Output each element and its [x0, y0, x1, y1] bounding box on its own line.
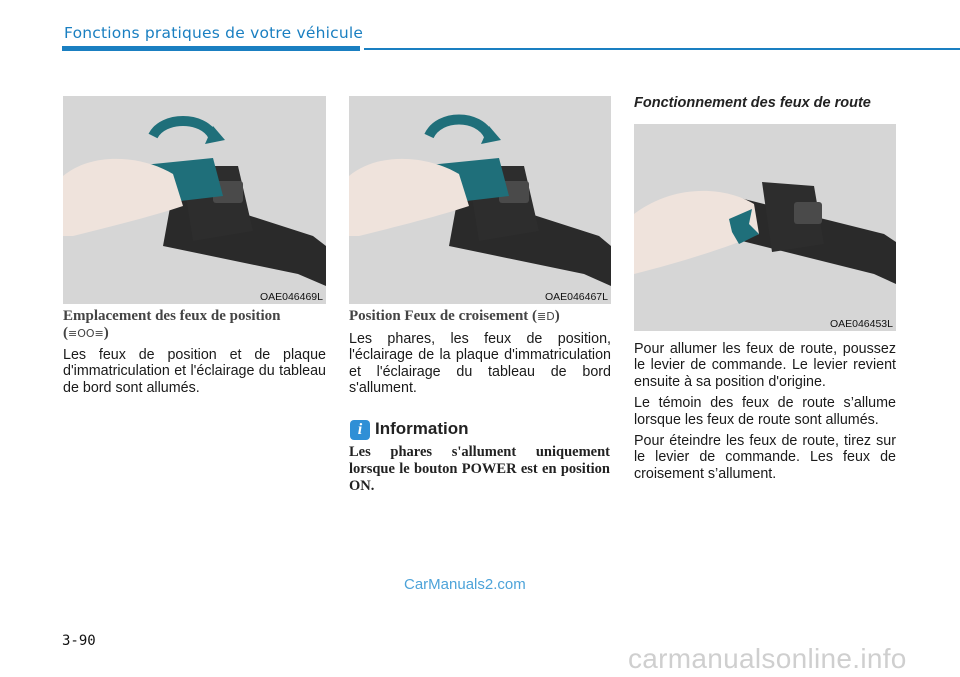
- info-icon: i: [350, 420, 370, 440]
- figure-code: OAE046469L: [259, 291, 323, 303]
- info-text: Les phares s'allument uniquement lorsque le bouton POWER est en position ON.: [349, 444, 610, 494]
- header-rule-thin: [364, 48, 960, 50]
- paragraph: Pour allumer les feux de route, poussez le levier de commande. Le levier revient ensuite à sa position d'origine.: [634, 341, 896, 390]
- watermark-text: carmanualsonline.info: [628, 643, 907, 674]
- high-beam-body: [634, 341, 896, 487]
- header-rule-thick: [62, 46, 360, 51]
- paragraph: Le témoin des feux de route s’allume lorsque les feux de route sont allumés.: [634, 395, 896, 428]
- stalk-illustration: [634, 124, 896, 331]
- low-beam-body: Les phares, les feux de position, l'éclairage de la plaque d'immatriculation et l'éclairage du tableau de bord s'allument.: [349, 331, 611, 397]
- figure-parking-lights: [63, 96, 326, 304]
- figure-low-beam: [349, 96, 611, 304]
- paragraph: Pour éteindre les feux de route, tirez sur le levier de commande. Les feux de croisement s’allument.: [634, 433, 896, 482]
- low-beam-icon: ≣D: [537, 310, 555, 323]
- figure-code: OAE046453L: [829, 318, 893, 330]
- low-beam-heading: Position Feux de croisement (≣D): [349, 308, 560, 324]
- figure-code: OAE046467L: [544, 291, 608, 303]
- stalk-illustration: [349, 96, 611, 304]
- watermark-link[interactable]: CarManuals2.com: [404, 576, 526, 593]
- info-title: Information: [375, 419, 469, 438]
- parking-light-icon: ≡OO≡: [68, 327, 104, 340]
- parking-lights-heading: Emplacement des feux de position (≡OO≡): [63, 308, 281, 341]
- high-beam-section-title: Fonctionnement des feux de route: [634, 95, 871, 111]
- parking-lights-body: Les feux de position et de plaque d'immatriculation et l'éclairage du tableau de bord sont allumés.: [63, 347, 326, 396]
- page-number: 3-90: [62, 633, 96, 649]
- section-header-title: Fonctions pratiques de votre véhicule: [64, 24, 364, 42]
- figure-high-beam: [634, 124, 896, 331]
- stalk-illustration: [63, 96, 326, 304]
